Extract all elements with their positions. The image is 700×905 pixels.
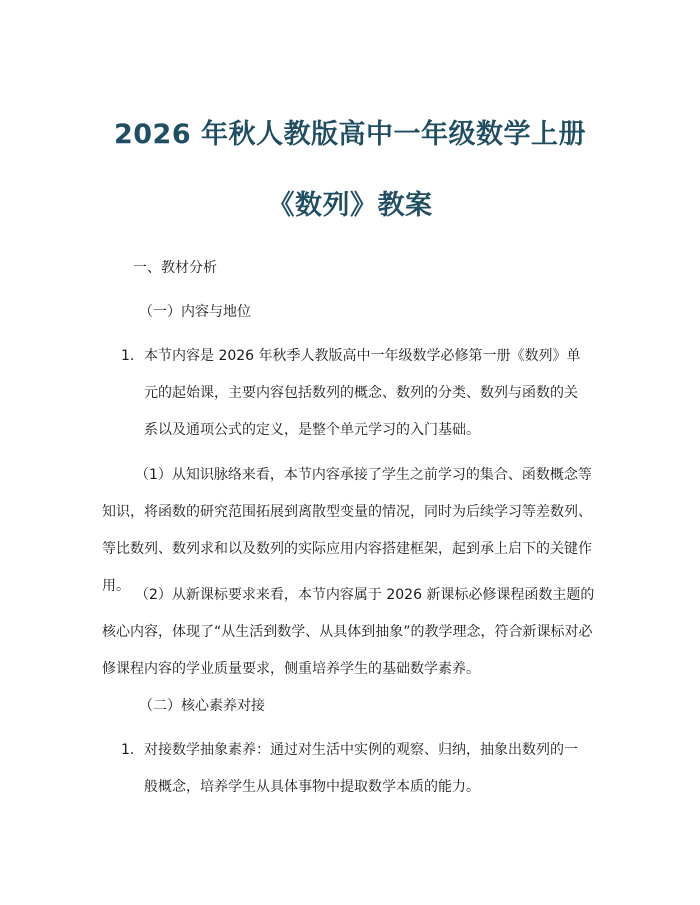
- list-item-number: 1.: [121, 742, 135, 758]
- list-item-number: 1.: [121, 348, 135, 364]
- document-title-line-2: 《数列》教案: [267, 190, 433, 221]
- subsection-heading-content-and-position: （一）内容与地位: [139, 304, 251, 320]
- section-heading-textbook-analysis: 一、教材分析: [133, 260, 217, 276]
- list-item-text: 对接数学抽象素养：通过对生活中实例的观察、归纳，抽象出数列的一般概念，培养学生从具体事物中提取数学本质的能力。: [144, 742, 578, 795]
- document-title-line-1: 2026 年秋人教版高中一年级数学上册: [113, 119, 587, 150]
- paragraph-knowledge-context: （1）从知识脉络来看，本节内容承接了学生之前学习的集合、函数概念等知识，将函数的研究范围拓展到离散型变量的情况，同时为后续学习等差数列、等比数列、数列求和以及数列的实际应用内容搭建框架，起到承上启下的关键作用。: [102, 467, 592, 594]
- paragraph-curriculum-standard: （2）从新课标要求来看，本节内容属于 2026 新课标必修课程函数主题的核心内容，体现了“从生活到数学、从具体到抽象”的教学理念，符合新课标对必修课程内容的学业质量要求，侧重培养学生的基础数学素养。: [102, 587, 595, 677]
- subsection-heading-core-literacy: （二）核心素养对接: [139, 698, 265, 714]
- list-item-text: 本节内容是 2026 年秋季人教版高中一年级数学必修第一册《数列》单元的起始课，主要内容包括数列的概念、数列的分类、数列与函数的关系以及通项公式的定义，是整个单元学习的入门基础。: [144, 348, 581, 438]
